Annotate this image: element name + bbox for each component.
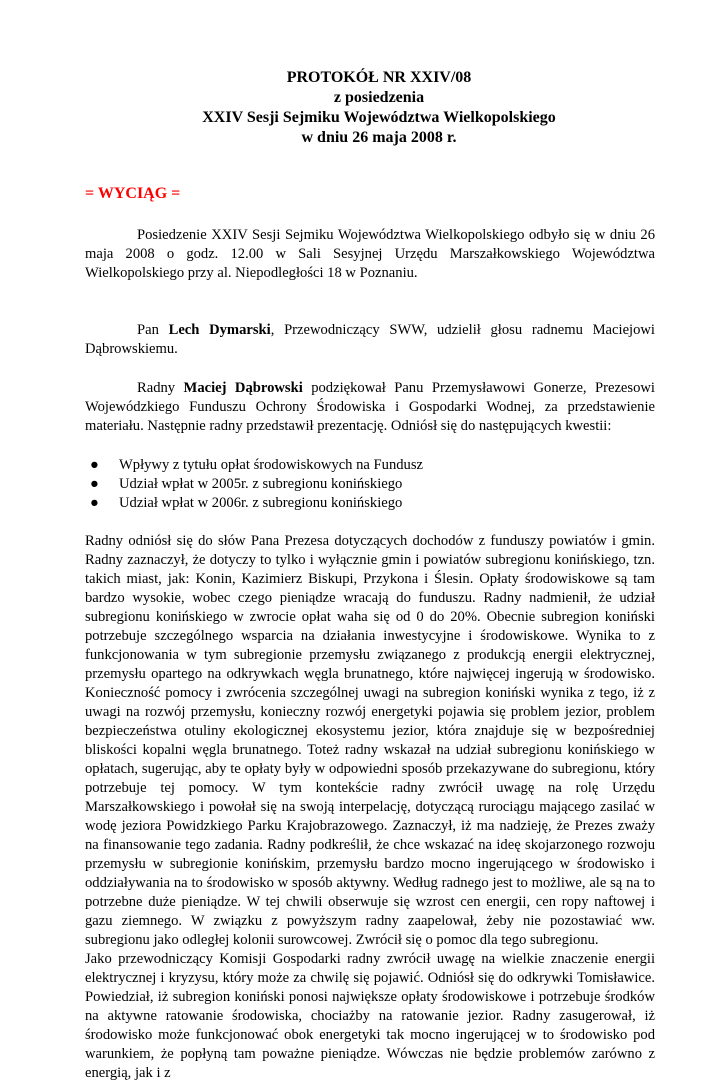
paragraph-text: Pan: [137, 322, 169, 338]
paragraph-chairman: [85, 321, 655, 359]
list-item-text: Wpływy z tytułu opłat środowiskowych na Fundusz: [119, 457, 424, 473]
paragraph-text: podziękował Panu Przemysławowi Gonerze, Prezesowi Wojewódzkiego Funduszu Ochrony Środowiska i Gospodarki Wodnej, za przedstawienie materiału. Następnie radny przedstawił prezentację. Odniósł się do następujących kwestii:: [85, 380, 655, 434]
paragraph-discussion: Radny odniósł się do słów Pana Prezesa dotyczących dochodów z funduszy powiatów i gmin. Radny zaznaczył, że dotyczy to tylko i wyłącznie gmin i powiatów subregionu konińskiego, tzn. takich miast, jak: Konin, Kazimierz Biskupi, Przykona i Ślesin. Opłaty środowiskowe są tam bardzo wysokie, wobec czego pieniądze wracają do funduszu. Radny nadmienił, że udział subregionu konińskiego w zwrocie opłat waha się od 0 do 20%. Obecnie subregion koniński potrzebuje szczególnego wsparcia na działania inwestycyjne i środowiskowe. Wynika to z funkcjonowania w tym subregionie przemysłu związanego z produkcją energii elektrycznej, przemysłu opartego na odkrywkach węgla brunatnego, które najwięcej ingerują w środowisko. Konieczność pomocy i zwrócenia szczególnej uwagi na subregion koniński wynika z tego, iż z uwagi na rozwój przemysłu, konieczny rozwój energetyki pojawia się problem jezior, problem bezpieczeństwa otuliny ekologicznej ekosystemu jezior, która znajduje się w bezpośredniej bliskości kopalni węgla brunatnego. Toteż radny wskazał na udział subregionu konińskiego w opłatach, sugerując, aby te opłaty były w odpowiedni sposób przekazywane do subregionu, który potrzebuje tej pomocy. W tym kontekście radny zwrócił uwagę na rolę Urzędu Marszałkowskiego i powołał się na swoją interpelację, dotyczącą rurociągu mającego zasilać w wodę jeziora Powidzkiego Parku Krajobrazowego. Zaznaczył, iż ma nadzieję, że Prezes zważy na finansowanie tego zadania. Radny podkreślił, że chce wskazać na ideę skojarzonego rozwoju przemysłu w subregionie konińskim, przemysłu bardzo mocno ingerującego w środowisko i oddziaływania na to środowisko w sposób aktywny. Według radnego jest to możliwe, ale są na to potrzebne duże pieniądze. W tej chwili obserwuje się wzrost cen energii, cen ropy naftowej i gazu ziemnego. W związku z powyższym radny zaapelował, żeby nie pozostawiać ww. subregionu jako odległej kolonii surowcowej. Zwrócił się o pomoc dla tego subregionu.: [85, 533, 655, 948]
list-item-text: Udział wpłat w 2005r. z subregionu konińskiego: [119, 476, 403, 492]
paragraph-economy-committee: Jako przewodniczący Komisji Gospodarki radny zwrócił uwagę na wielkie znaczenie energii elektrycznej i kryzysu, który może za chwilę się pojawić. Odniósł się do odkrywki Tomisławice. Powiedział, iż subregion koniński ponosi największe opłaty środowiskowe i potrzebuje środków na aktywne ratowanie środowiska, chociażby na ratowanie jezior. Radny zasugerował, iż środowisko może funkcjonować obok energetyki tak mocno ingerującej w to środowisko pod warunkiem, że popłyną tam poważne pieniądze. Wówczas nie będzie problemów zarówno z energią, jak i z: [85, 951, 655, 1081]
meeting-subtitle: z posiedzenia: [333, 89, 425, 106]
bullet-icon: ●: [90, 476, 99, 492]
document-header: [85, 68, 655, 148]
list-item: [85, 456, 655, 475]
paragraph-text: , Przewodniczący SWW, udzielił głosu radnemu Maciejowi Dąbrowskiemu.: [85, 322, 655, 357]
bullet-icon: ●: [90, 457, 99, 473]
topics-list: [85, 456, 655, 513]
bullet-icon: ●: [90, 495, 99, 511]
paragraph-session-info: Posiedzenie XXIV Sesji Sejmiku Województwa Wielkopolskiego odbyło się w dniu 26 maja 2008 o godz. 12.00 w Sali Sesyjnej Urzędu Marszałkowskiego Województwa Wielkopolskiego przy al. Niepodległości 18 w Poznaniu.: [85, 227, 655, 281]
list-item: [85, 494, 655, 513]
list-item: [85, 475, 655, 494]
extract-label: = WYCIĄG =: [85, 185, 181, 202]
paragraph-text: Radny: [137, 380, 184, 396]
protocol-number-title: PROTOKÓŁ NR XXIV/08: [286, 69, 472, 86]
session-title: XXIV Sesji Sejmiku Województwa Wielkopolskiego: [202, 109, 556, 126]
person-name: Lech Dymarski: [168, 322, 271, 338]
session-date: w dniu 26 maja 2008 r.: [301, 129, 457, 146]
list-item-text: Udział wpłat w 2006r. z subregionu konińskiego: [119, 495, 403, 511]
person-name: Maciej Dąbrowski: [183, 380, 303, 396]
paragraph-councillor: [85, 379, 655, 436]
